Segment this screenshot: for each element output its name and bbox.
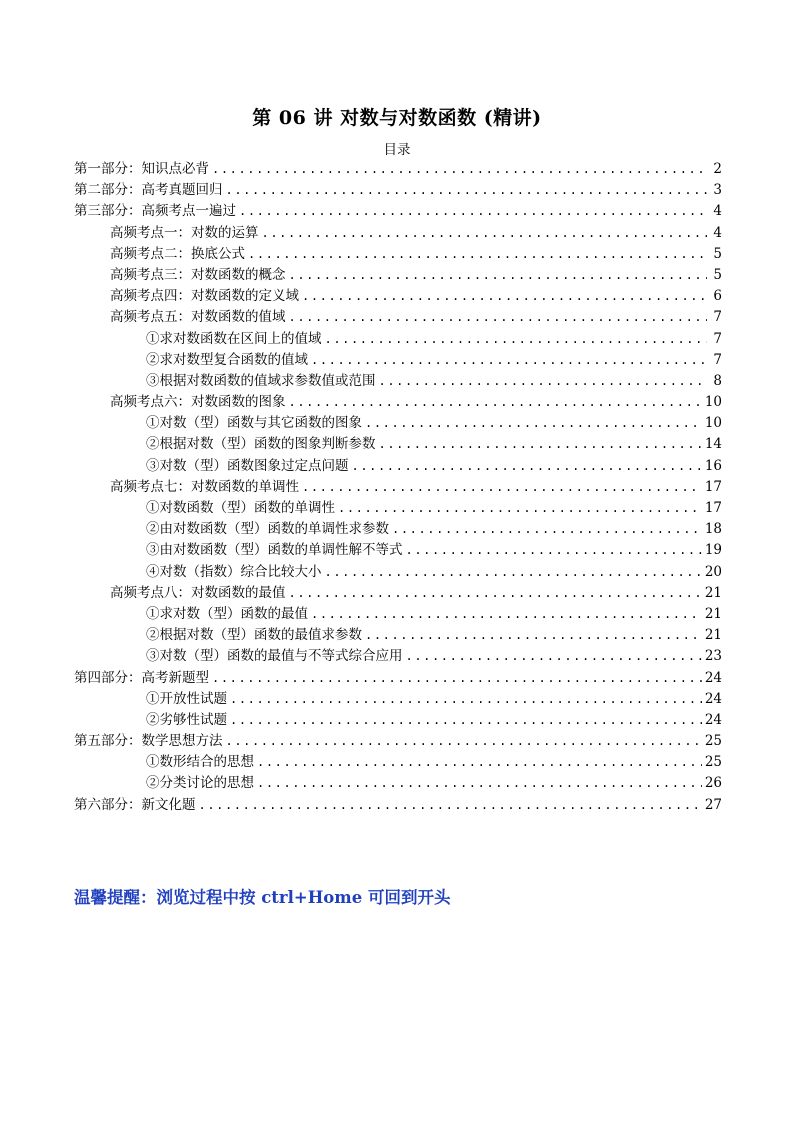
toc-entry[interactable] <box>74 159 722 180</box>
toc-entry-page-number: 19 <box>704 542 722 559</box>
toc-entry-page-number: 2 <box>713 161 722 177</box>
toc-entry-label: 第四部分：高考新题型 <box>74 669 209 686</box>
toc-entry-page-number: 14 <box>704 436 722 453</box>
toc-entry-page-number: 25 <box>704 733 722 750</box>
toc-entry[interactable] <box>74 392 722 413</box>
toc-entry-page-number: 5 <box>713 245 722 262</box>
toc-entry[interactable] <box>74 329 722 350</box>
toc-entry-label: ③对数（型）函数的最值与不等式综合应用 <box>146 648 403 665</box>
toc-dot-leader <box>257 752 702 773</box>
toc-entry[interactable] <box>74 498 722 519</box>
toc-dot-leader <box>352 456 702 477</box>
toc-entry[interactable] <box>74 773 722 794</box>
toc-entry[interactable] <box>74 371 722 392</box>
toc-dot-leader <box>379 371 708 392</box>
toc-entry[interactable] <box>74 668 722 689</box>
toc-entry-label: 高频考点一：对数的运算 <box>110 224 259 241</box>
toc-entry-label: 高频考点五：对数函数的值域 <box>110 309 286 326</box>
toc-dot-leader <box>392 519 702 540</box>
toc-entry-page-number: 10 <box>704 394 722 411</box>
toc-dot-leader <box>212 159 707 180</box>
toc-entry-label: 高频考点四：对数函数的定义域 <box>110 288 299 305</box>
toc-entry-label: ③根据对数函数的值域求参数值或范围 <box>146 372 376 389</box>
toc-dot-leader <box>325 562 702 583</box>
toc-entry[interactable] <box>74 350 722 371</box>
toc-dot-leader <box>302 477 702 498</box>
toc-dot-leader <box>199 795 702 816</box>
toc-entry-label: 高频考点三：对数函数的概念 <box>110 266 286 283</box>
toc-entry-page-number: 24 <box>704 711 722 728</box>
toc-entry-label: ①数形结合的思想 <box>146 754 254 771</box>
toc-dot-leader <box>311 350 707 371</box>
toc-entry-label: ③对数（型）函数图象过定点问题 <box>146 457 349 474</box>
toc-entry-page-number: 4 <box>713 203 722 220</box>
toc-dot-leader <box>338 498 702 519</box>
toc-entry-page-number: 24 <box>704 669 722 686</box>
toc-entry-page-number: 21 <box>704 627 722 644</box>
toc-dot-leader <box>365 413 702 434</box>
toc-entry[interactable] <box>74 265 722 286</box>
toc-dot-leader <box>311 604 702 625</box>
toc-dot-leader <box>406 540 702 561</box>
toc-dot-leader <box>212 668 702 689</box>
toc-entry-page-number: 25 <box>704 754 722 771</box>
toc-dot-leader <box>302 286 707 307</box>
toc-entry-label: 高频考点六：对数函数的图象 <box>110 394 286 411</box>
toc-entry-label: 第三部分：高频考点一遍过 <box>74 203 236 220</box>
toc-entry[interactable] <box>74 710 722 731</box>
toc-entry-page-number: 5 <box>713 266 722 283</box>
toc-entry-page-number: 20 <box>704 563 722 580</box>
toc-entry-page-number: 17 <box>704 500 722 516</box>
toc-entry[interactable] <box>74 625 722 646</box>
toc-entry-page-number: 6 <box>713 288 722 305</box>
toc-dot-leader <box>239 201 707 222</box>
toc-entry-label: 高频考点八：对数函数的最值 <box>110 584 286 601</box>
toc-entry-page-number: 21 <box>704 605 722 622</box>
toc-dot-leader <box>248 244 707 265</box>
toc-entry-page-number: 24 <box>704 690 722 707</box>
toc-entry[interactable] <box>74 286 722 307</box>
toc-entry-label: ②根据对数（型）函数的图象判断参数 <box>146 436 376 453</box>
toc-entry-page-number: 18 <box>704 521 722 538</box>
toc-entry-label: ②由对数函数（型）函数的单调性求参数 <box>146 521 389 538</box>
toc-entry[interactable] <box>74 413 722 434</box>
toc-entry[interactable] <box>74 540 722 561</box>
toc-dot-leader <box>289 583 702 604</box>
table-of-contents <box>74 159 722 816</box>
toc-dot-leader <box>226 731 702 752</box>
toc-entry[interactable] <box>74 646 722 667</box>
toc-heading: 目录 <box>383 142 411 158</box>
toc-dot-leader <box>365 625 702 646</box>
toc-dot-leader <box>406 646 702 667</box>
toc-entry-page-number: 21 <box>704 584 722 601</box>
toc-entry-label: ②劣够性试题 <box>146 711 227 728</box>
toc-entry-page-number: 3 <box>713 182 722 199</box>
toc-entry-page-number: 7 <box>713 351 722 368</box>
toc-entry-label: 第五部分：数学思想方法 <box>74 733 223 750</box>
toc-dot-leader <box>379 434 702 455</box>
toc-entry[interactable] <box>74 795 722 816</box>
toc-entry-page-number: 26 <box>704 775 722 792</box>
toc-entry[interactable] <box>74 689 722 710</box>
toc-entry[interactable] <box>74 223 722 244</box>
toc-entry-label: ①求对数（型）函数的最值 <box>146 605 308 622</box>
toc-dot-leader <box>325 329 708 350</box>
toc-entry-label: ②根据对数（型）函数的最值求参数 <box>146 627 362 644</box>
toc-entry-page-number: 10 <box>704 415 722 432</box>
toc-entry-label: 第一部分：知识点必背 <box>74 161 209 177</box>
toc-entry[interactable] <box>74 604 722 625</box>
tip-text: 温馨提醒：浏览过程中按 ctrl+Home 可回到开头 <box>74 888 451 907</box>
toc-entry-page-number: 8 <box>713 372 722 389</box>
toc-entry-page-number: 7 <box>713 330 722 347</box>
toc-entry-label: ②分类讨论的思想 <box>146 775 254 792</box>
toc-entry[interactable] <box>74 180 722 201</box>
toc-entry-label: ①开放性试题 <box>146 690 227 707</box>
toc-dot-leader <box>230 710 702 731</box>
toc-dot-leader <box>257 773 702 794</box>
toc-entry-page-number: 27 <box>704 796 722 813</box>
toc-entry-page-number: 23 <box>704 648 722 665</box>
toc-entry[interactable] <box>74 201 722 222</box>
toc-entry[interactable] <box>74 244 722 265</box>
toc-entry-label: 高频考点二：换底公式 <box>110 245 245 262</box>
toc-entry-label: ②求对数型复合函数的值域 <box>146 351 308 368</box>
toc-dot-leader <box>289 307 708 328</box>
toc-entry-label: 高频考点七：对数函数的单调性 <box>110 478 299 495</box>
toc-entry[interactable] <box>74 519 722 540</box>
toc-dot-leader <box>226 180 708 201</box>
toc-entry-label: ①对数函数（型）函数的单调性 <box>146 500 335 516</box>
document-title: 第 06 讲 对数与对数函数 (精讲) <box>252 107 542 129</box>
toc-dot-leader <box>289 392 702 413</box>
toc-entry[interactable] <box>74 752 722 773</box>
toc-dot-leader <box>262 223 708 244</box>
toc-entry-page-number: 16 <box>704 457 722 474</box>
toc-entry[interactable] <box>74 477 722 498</box>
toc-entry[interactable] <box>74 307 722 328</box>
toc-entry-label: ①对数（型）函数与其它函数的图象 <box>146 415 362 432</box>
toc-entry-page-number: 17 <box>704 478 722 495</box>
toc-entry-label: ④对数（指数）综合比较大小 <box>146 563 322 580</box>
toc-dot-leader <box>230 689 702 710</box>
toc-entry[interactable] <box>74 456 722 477</box>
toc-dot-leader <box>289 265 708 286</box>
toc-entry[interactable] <box>74 731 722 752</box>
toc-entry-page-number: 4 <box>713 224 722 241</box>
toc-entry[interactable] <box>74 562 722 583</box>
toc-entry-label: 第六部分：新文化题 <box>74 796 196 813</box>
toc-entry[interactable] <box>74 434 722 455</box>
toc-entry-label: ③由对数函数（型）函数的单调性解不等式 <box>146 542 403 559</box>
toc-entry-page-number: 7 <box>713 309 722 326</box>
toc-entry-label: 第二部分：高考真题回归 <box>74 182 223 199</box>
toc-entry-label: ①求对数函数在区间上的值域 <box>146 330 322 347</box>
toc-entry[interactable] <box>74 583 722 604</box>
